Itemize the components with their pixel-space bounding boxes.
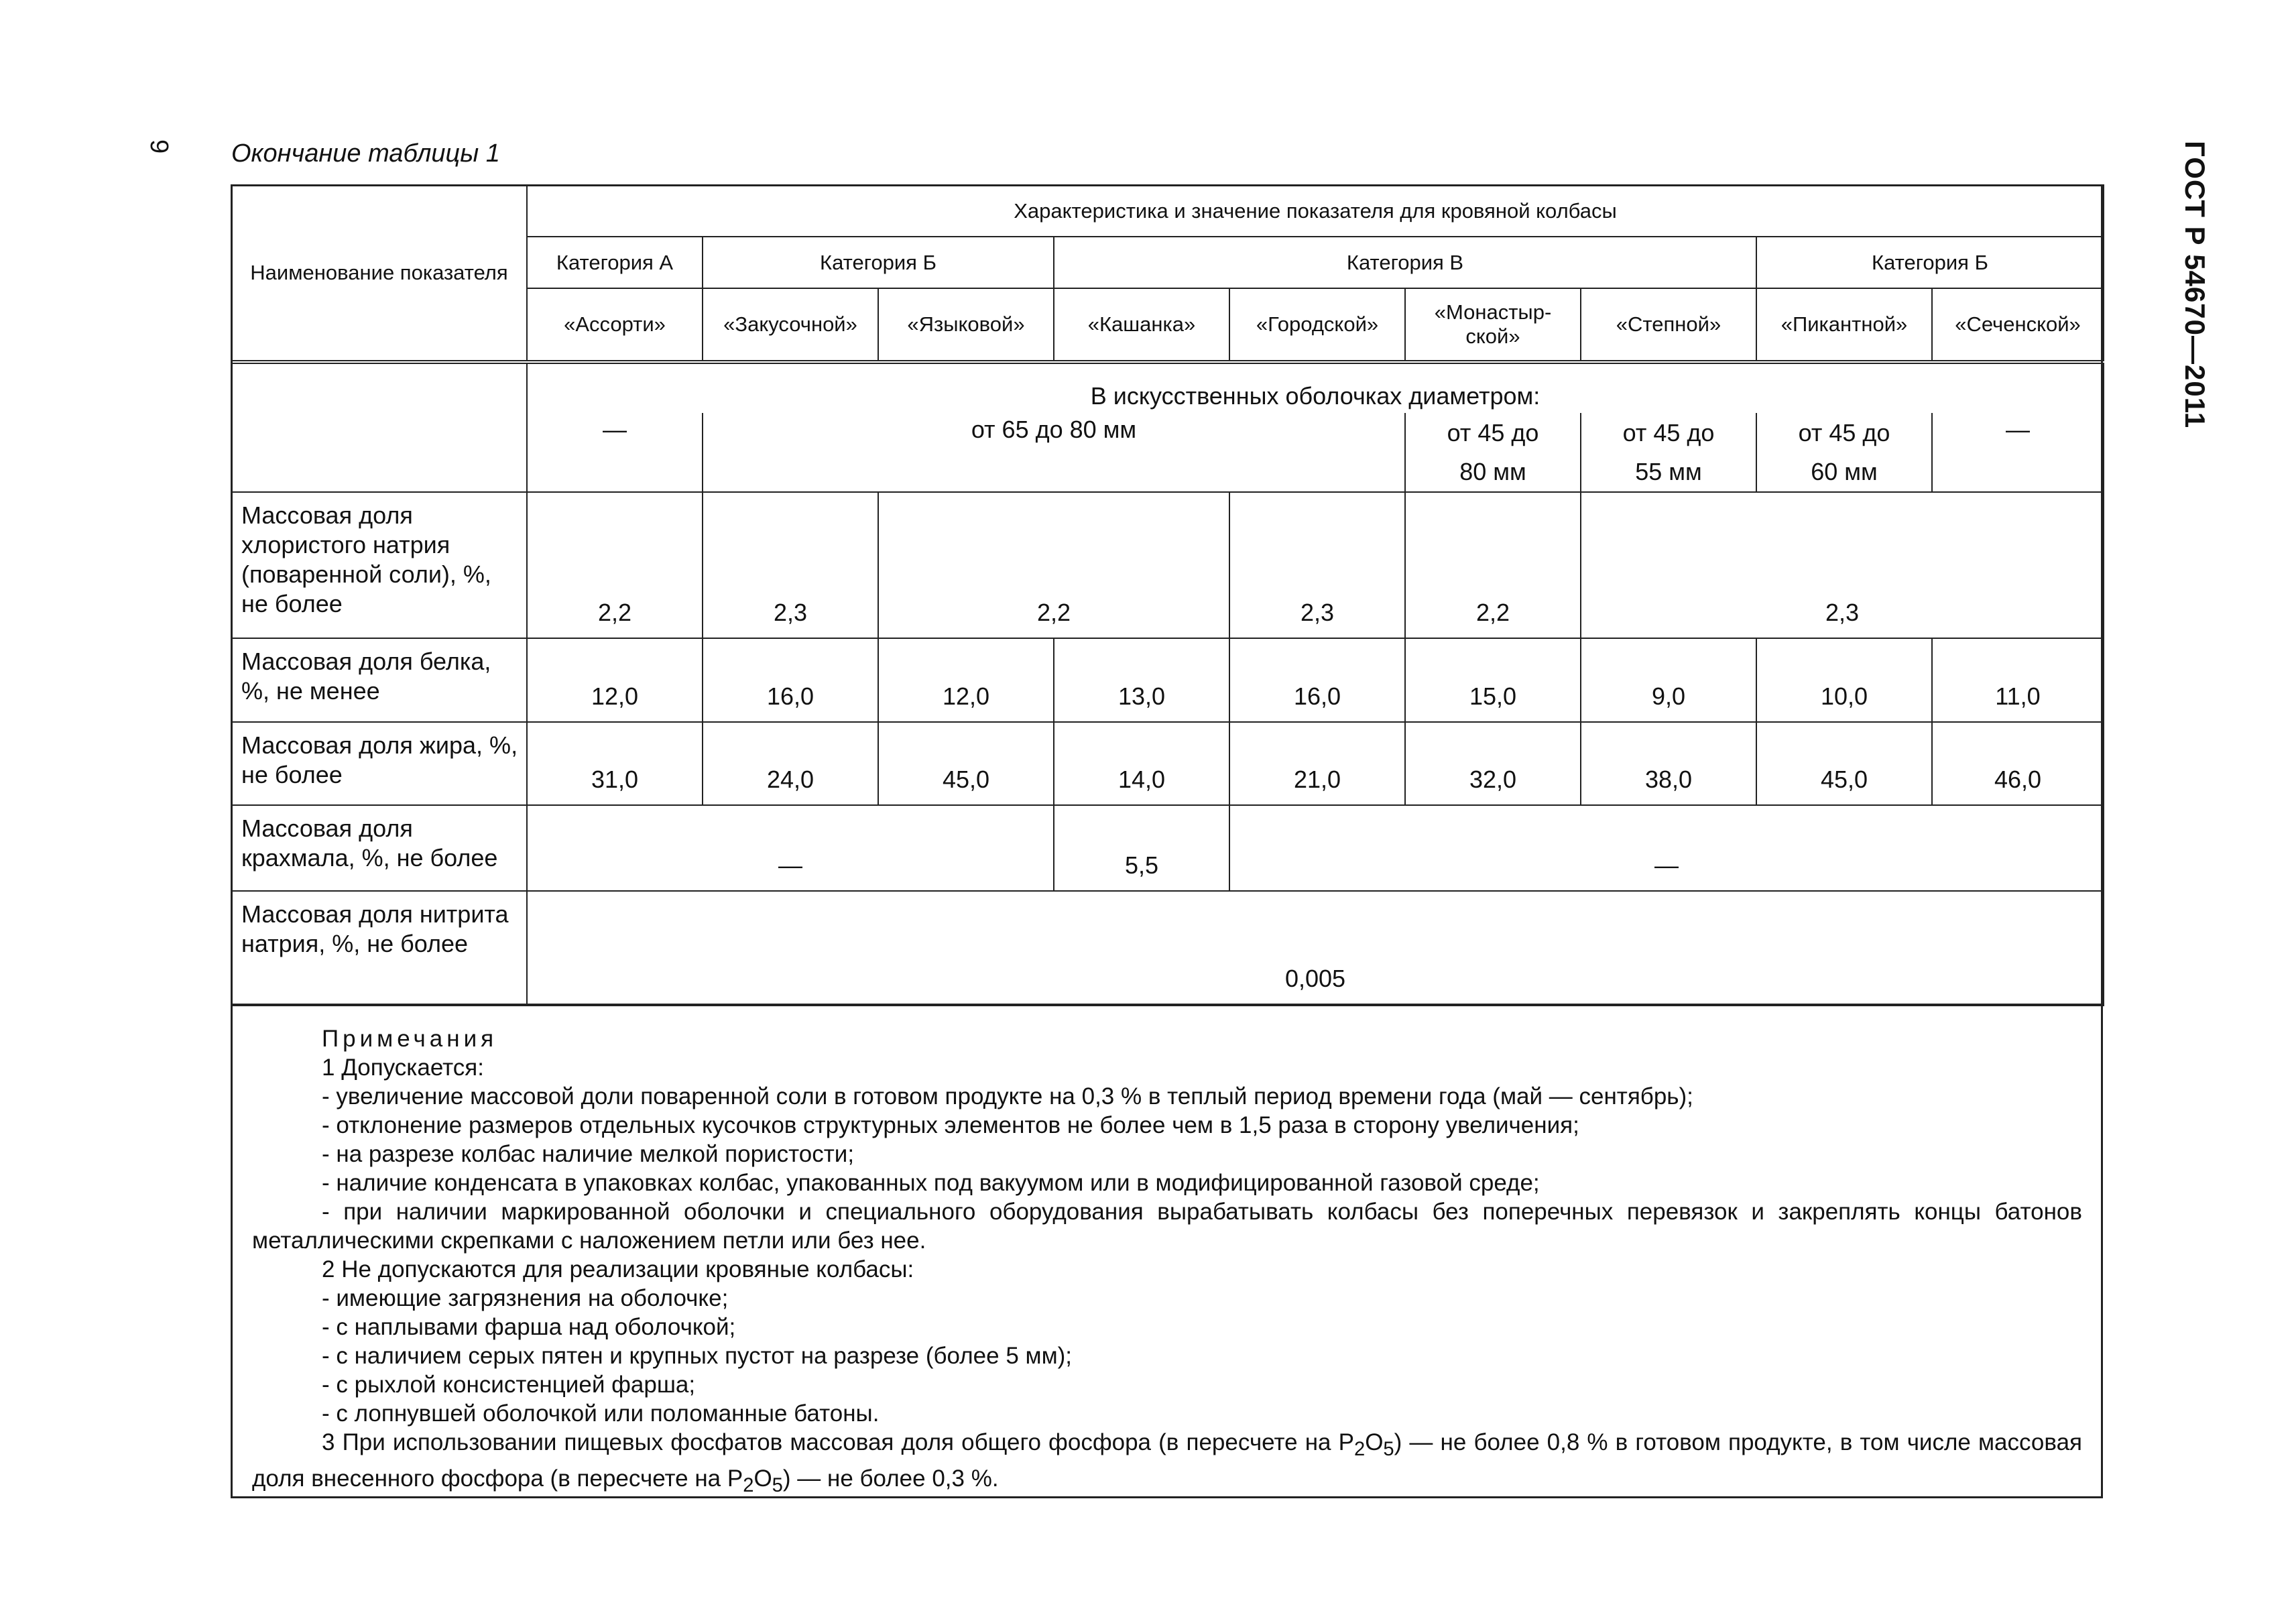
value-cell: — (527, 805, 1054, 891)
main-header: Характеристика и значение показателя для кровяной колбасы (527, 185, 2104, 237)
product-header: «Ассорти» (527, 288, 703, 362)
value-cell: 9,0 (1581, 638, 1756, 722)
casing-label-empty (231, 362, 527, 492)
value-cell: 12,0 (878, 638, 1054, 722)
note-1-item: - при наличии маркированной оболочки и специального оборудования вырабатывать колбасы без поперечных перевязок и закреплять концы батонов металлическими скрепками с наложением петли или без нее. (252, 1199, 2082, 1254)
notes-block (252, 1024, 2082, 1500)
indicators-table (231, 184, 2104, 1006)
value-cell: 45,0 (1756, 722, 1932, 805)
value-cell: 15,0 (1405, 638, 1581, 722)
casing-value: от 45 до 80 мм (1405, 413, 1581, 492)
row-label-nitrite: Массовая доля нитрита натрия, %, не более (231, 891, 527, 1005)
row-label-salt: Массовая доля хлористого натрия (поваренной соли), %, не более (231, 492, 527, 638)
page-number: 9 (145, 139, 173, 154)
casing-title: В искусственных оболочках диаметром: (527, 362, 2104, 413)
note-1-item: - отклонение размеров отдельных кусочков структурных элементов не более чем в 1,5 раза в сторону увеличения; (322, 1112, 1579, 1138)
value-cell: 12,0 (527, 638, 703, 722)
note-2-item: - с рыхлой консистенцией фарша; (322, 1372, 696, 1398)
value-cell: 16,0 (1229, 638, 1405, 722)
value-cell: 45,0 (878, 722, 1054, 805)
product-header: «Городской» (1229, 288, 1405, 362)
product-header: «Закусочной» (703, 288, 878, 362)
row-label-fat: Массовая доля жира, %, не более (231, 722, 527, 805)
row-label-starch: Массовая доля крахмала, %, не более (231, 805, 527, 891)
value-cell: 2,2 (878, 492, 1229, 638)
value-cell: 21,0 (1229, 722, 1405, 805)
value-cell: 32,0 (1405, 722, 1581, 805)
value-cell: 46,0 (1932, 722, 2104, 805)
product-header: «Сеченской» (1932, 288, 2104, 362)
table-caption: Окончание таблицы 1 (231, 139, 500, 168)
note-2-item: - с лопнувшей оболочкой или поломанные батоны. (322, 1400, 880, 1427)
value-cell: 10,0 (1756, 638, 1932, 722)
note-1-item: - наличие конденсата в упаковках колбас, упакованных под вакуумом или в модифицированной газовой среде; (322, 1170, 1540, 1196)
value-cell: 11,0 (1932, 638, 2104, 722)
value-cell: 24,0 (703, 722, 878, 805)
value-cell: 38,0 (1581, 722, 1756, 805)
product-header: «Кашанка» (1054, 288, 1229, 362)
value-cell: 16,0 (703, 638, 878, 722)
value-cell: — (1229, 805, 2104, 891)
product-header: «Пикантной» (1756, 288, 1932, 362)
product-header: «Языковой» (878, 288, 1054, 362)
value-cell: 5,5 (1054, 805, 1229, 891)
value-cell: 31,0 (527, 722, 703, 805)
casing-value: от 45 до 55 мм (1581, 413, 1756, 492)
note-2-item: - с наличием серых пятен и крупных пустот на разрезе (более 5 мм); (322, 1343, 1073, 1369)
product-header: «Степной» (1581, 288, 1756, 362)
casing-value: от 65 до 80 мм (703, 413, 1405, 492)
value-cell: 0,005 (527, 891, 2104, 1005)
note-1-title: 1 Допускается: (322, 1055, 484, 1081)
category-header: Категория Б (1756, 237, 2104, 288)
standard-title: ГОСТ Р 54670—2011 (2179, 141, 2211, 429)
value-cell: 2,3 (1229, 492, 1405, 638)
category-header: Категория А (527, 237, 703, 288)
note-1-item: - увеличение массовой доли поваренной соли в готовом продукте на 0,3 % в теплый период времени года (май — сентябрь); (322, 1083, 1693, 1109)
value-cell: 14,0 (1054, 722, 1229, 805)
notes-heading: Примечания (322, 1026, 498, 1052)
value-cell: 2,3 (703, 492, 878, 638)
product-header: «Монастыр-ской» (1405, 288, 1581, 362)
value-cell: 2,2 (1405, 492, 1581, 638)
note-1-item: - на разрезе колбас наличие мелкой пористости; (322, 1141, 855, 1167)
category-header: Категория В (1054, 237, 1756, 288)
value-cell: 13,0 (1054, 638, 1229, 722)
note-2-title: 2 Не допускаются для реализации кровяные колбасы: (322, 1256, 914, 1282)
value-cell: 2,3 (1581, 492, 2104, 638)
casing-value: — (527, 413, 703, 492)
casing-value: от 45 до 60 мм (1756, 413, 1932, 492)
note-2-item: - с наплывами фарша над оболочкой; (322, 1314, 736, 1340)
casing-value: — (1932, 413, 2104, 492)
category-header: Категория Б (703, 237, 1054, 288)
note-3: 3 При использовании пищевых фосфатов массовая доля общего фосфора (в пересчете на $P_2O_5$) — не более 0,8 % в готовом продукте, в том числе массовая доля внесенного фосфора (в пересчете на $P_2O_5$) — не более 0,3 %. (252, 1429, 2082, 1496)
row-label-protein: Массовая доля белка, %, не менее (231, 638, 527, 722)
value-cell: 2,2 (527, 492, 703, 638)
col-header-indicator: Наименование показателя (231, 185, 527, 362)
note-2-item: - имеющие загрязнения на оболочке; (322, 1285, 729, 1311)
